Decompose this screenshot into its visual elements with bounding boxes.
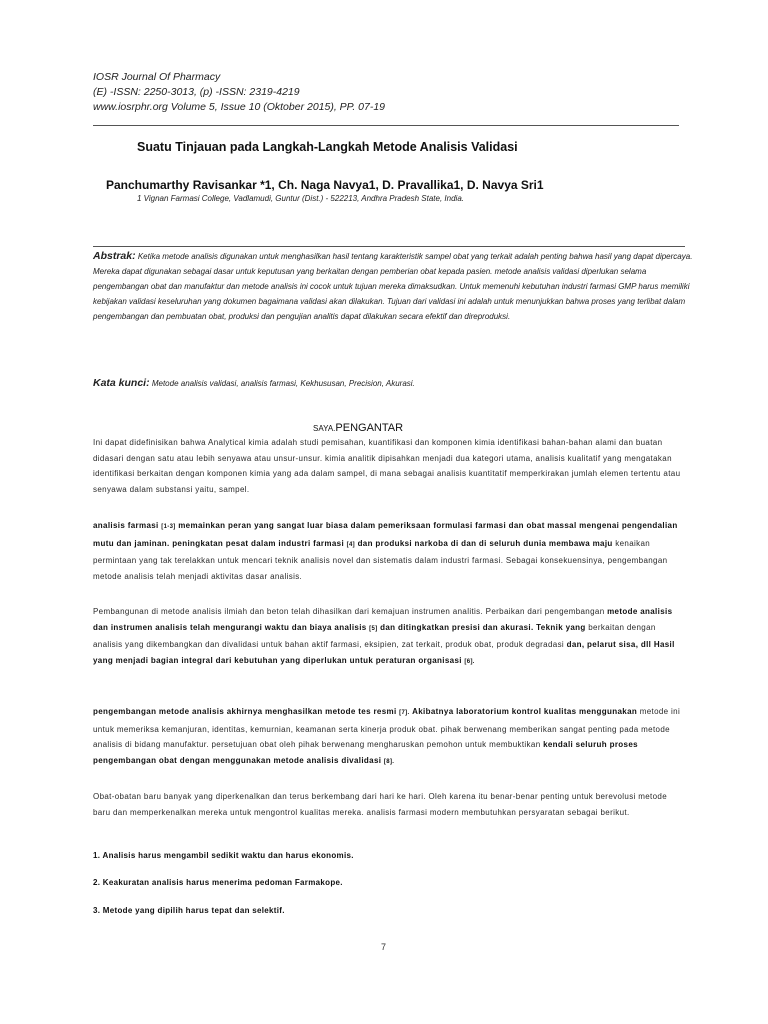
citation: [7]. [399,710,410,716]
journal-issn: (E) -ISSN: 2250-3013, (p) -ISSN: 2319-4219 [93,86,300,98]
bold-text: memainkan peran yang sangat luar biasa dalam pemeriksaan formulasi farmasi dan obat massal mengenai pengendalian mutu dan jaminan. peningkatan pesat dalam industri farmasi [93,521,678,548]
keywords-text: Metode analisis validasi, analisis farmasi, Kekhususan, Precision, Akurasi. [151,379,415,388]
body-text: metode ini untuk memeriksa kemanjuran, identitas, kemurnian, keamanan serta kinerja produk obat. pihak berwenang memberikan sangat penting pada metode analisis di bidang manufaktur. persetujuan obat oleh pihak berwenang mengharuskan pemohon untuk membuktikan [93,707,681,749]
bold-text: dan, pelarut sisa, dll Hasil yang menjadi bagian integral dari kebutuhan yang diperlukan untuk peraturan organisasi [93,640,675,665]
journal-header [93,70,385,115]
paragraph-new-drugs: Obat-obatan baru banyak yang diperkenalkan dan terus berkembang dari hari ke hari. Oleh karena itu benar-benar penting untuk berevolusi metode baru dan memperkenalkan mereka untuk mengontrol kualitas mereka. analisis farmasi modern membutuhkan persyaratan sebagai berikut. [93,792,668,817]
section-title: PENGANTAR [335,422,404,434]
citation: [8]. [383,758,395,765]
abstract [93,249,693,324]
list-item: 1. Analisis harus mengambil sedikit waktu dan harus ekonomis. [93,851,354,860]
citation: [4] [346,541,355,548]
paragraph-analysis [93,518,685,584]
citation: [5] [369,625,378,632]
citation: [6]. [464,658,475,665]
section-prefix: SAYA. [313,424,336,433]
paragraph-intro: Ini dapat didefinisikan bahwa Analytical kimia adalah studi pemisahan, kuantifikasi dan komponen kimia identifikasi bahan-bahan alami dan buatan didasari dengan satu atau lebih senyawa atau unsur-unsur. kimia analitik dipisahkan menjadi dua kategori utama, analisis kualitatif yang mengatakan identifikasi berkaitan dengan komponen kimia yang ada dalam sampel, di mana sebagai analisis kuantitatif memperkirakan jumlah elemen tertentu atau senyawa dalam substansi yaitu, sampel. [93,438,681,494]
journal-volume: www.iosrphr.org Volume 5, Issue 10 (Oktober 2015), PP. 07-19 [93,101,386,113]
bold-text: dan produksi narkoba di dan di seluruh dunia membawa maju [357,538,613,548]
bold-text: kendali seluruh proses pengembangan obat dengan menggunakan metode analisis divalidasi [93,740,638,765]
bold-text: analisis farmasi [93,521,159,530]
keywords [93,377,415,389]
bold-text: dan ditingkatkan presisi dan akurasi. Teknik yang [380,622,586,632]
citation: [1-3] [161,524,176,530]
paragraph-official-methods [93,704,685,770]
body-text: kenaikan permintaan yang tak terelakkan untuk mencari teknik analisis novel dan sistematis dalam industri farmasi. Sebagai konsekuensinya, pengembangan metode analisis telah menjadi aktivitas dasar analisis. [93,538,668,581]
abstract-label: Abstrak: [93,250,136,262]
header-divider [93,125,679,126]
bold-text: Akibatnya laboratorium kontrol kualitas menggunakan [412,707,638,716]
author-affiliation: 1 Vignan Farmasi College, Vadlamudi, Guntur (Dist.) - 522213, Andhra Pradesh State, India. [137,194,464,203]
keywords-label: Kata kunci: [93,377,150,389]
paper-authors: Panchumarthy Ravisankar *1, Ch. Naga Navya1, D. Pravallika1, D. Navya Sri1 [106,178,544,192]
journal-name: IOSR Journal Of Pharmacy [93,71,221,83]
section-heading [313,422,403,434]
paper-title: Suatu Tinjauan pada Langkah-Langkah Metode Analisis Validasi [137,140,518,154]
body-text: Pembangunan di metode analisis ilmiah dan beton telah dihasilkan dari kemajuan instrumen analitis. Perbaikan dari pengembangan [93,607,605,616]
bold-text: pengembangan metode analisis akhirnya menghasilkan metode tes resmi [93,707,397,716]
body-text: berkaitan dengan analisis yang dikembangkan dan divalidasi untuk bahan aktif farmasi, eksipien, zat terkait, produk obat, produk degradasi [93,622,656,649]
abstract-divider [93,246,685,247]
abstract-text: Ketika metode analisis digunakan untuk menghasilkan hasil tentang karakteristik sampel obat yang terkait adalah penting bahwa hasil yang dapat dipercaya. Mereka dapat digunakan sebagai dasar untuk keputusan yang berkaitan dengan pemberian obat kepada pasien. metode analisis validasi diperlukan selama pengembangan obat dan manufaktur dan metode analisis ini cocok untuk tujuan mereka dimaksudkan. Untuk memenuhi kebutuhan industri farmasi GMP harus memiliki kebijakan validasi keseluruhan yang dokumen bagaimana validasi akan dilakukan. Tujuan dari validasi ini adalah untuk menunjukkan bahwa proses yang terlibat dalam pengembangan dan pembuatan obat, produksi dan pengujian analitis dapat dilakukan secara efektif dan direproduksi. [93,252,693,321]
bold-text: metode analisis dan instrumen analisis telah mengurangi waktu dan biaya analisis [93,607,673,632]
paragraph-development [93,604,685,670]
list-item: 3. Metode yang dipilih harus tepat dan selektif. [93,906,285,915]
page-number: 7 [381,942,387,952]
list-item: 2. Keakuratan analisis harus menerima pedoman Farmakope. [93,878,343,887]
